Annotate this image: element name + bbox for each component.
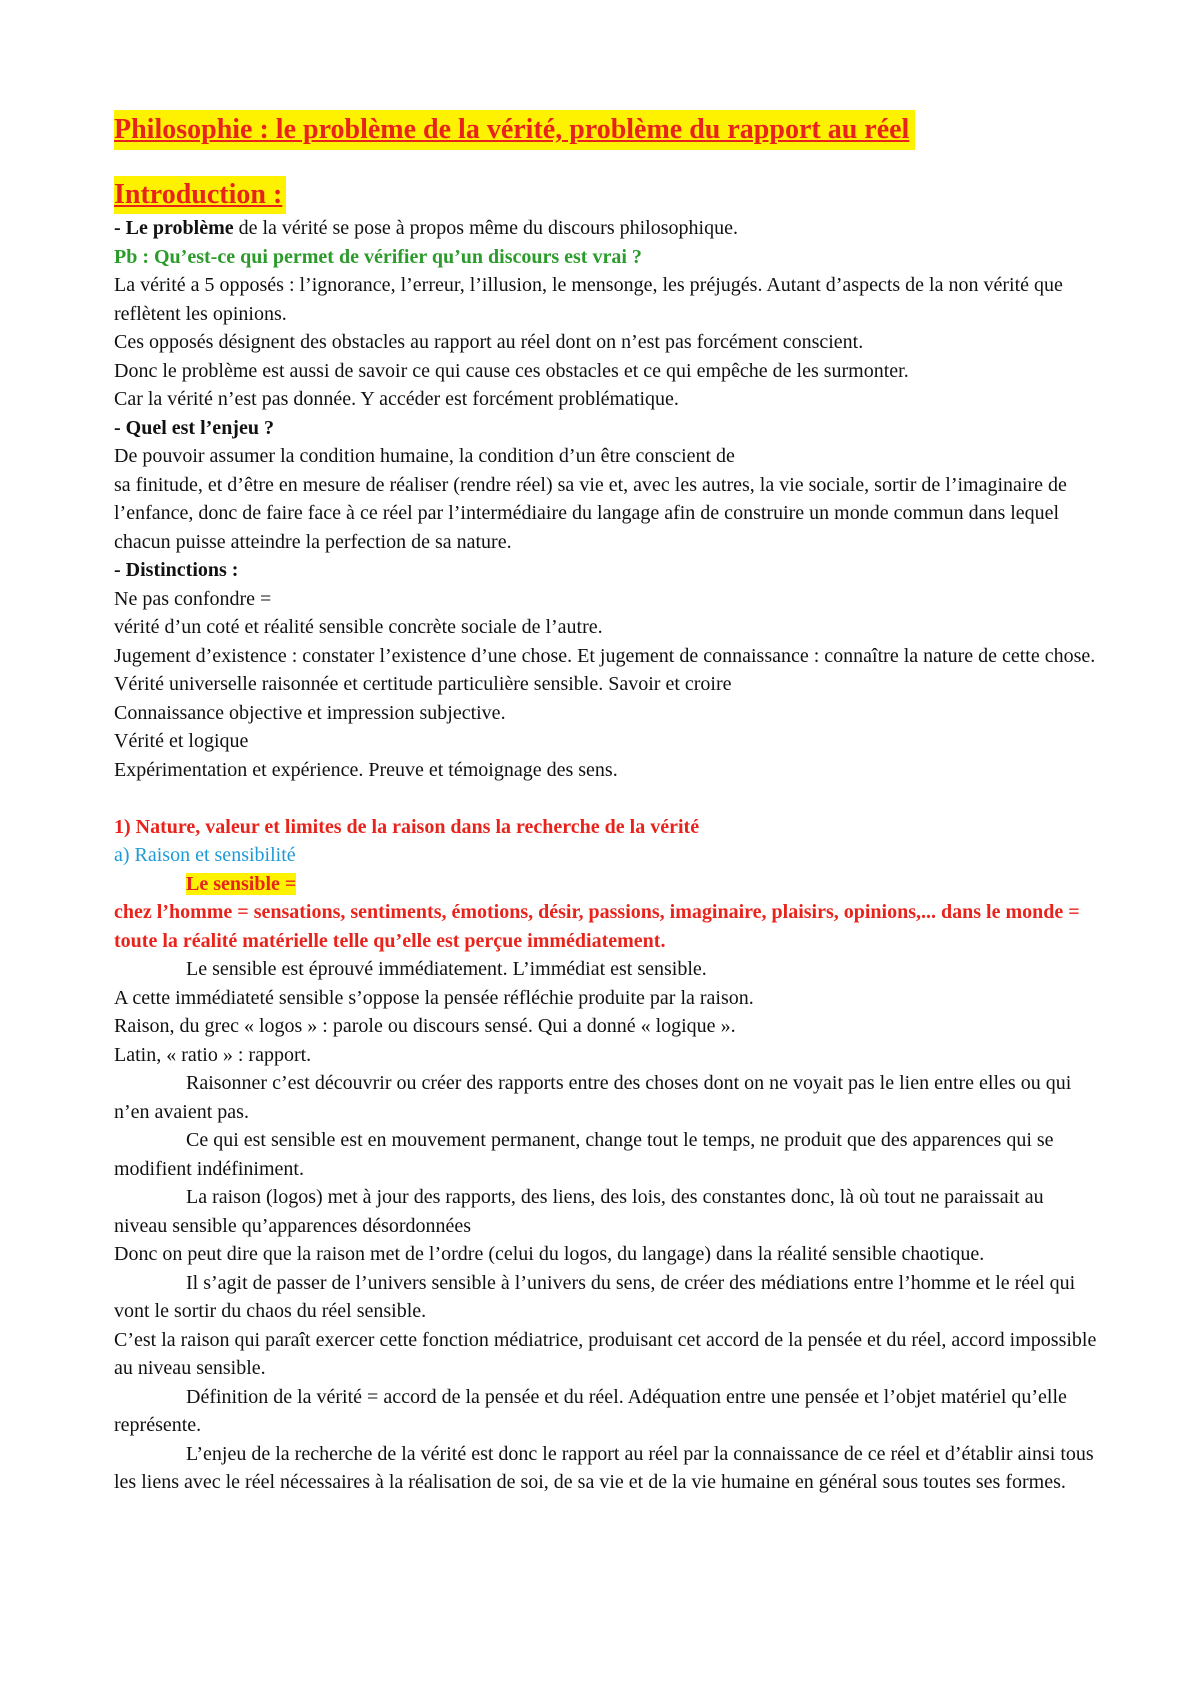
enjeu-line-1: De pouvoir assumer la condition humaine, la condition d’un être conscient de [114,445,735,467]
probleme-paragraph [114,214,1100,243]
distinction-1: Ne pas confondre = [114,587,272,610]
enjeu-recherche-paragraph: L’enjeu de la recherche de la vérité est donc le rapport au réel par la connaissance de ce réel et d’établir ainsi tous les liens avec le réel nécessaires à la réalisation de soi, de sa vie et de la vie humaine en général sous toutes ses formes. [114,1442,1094,1493]
sensible-paragraph-2: A cette immédiateté sensible s’oppose la pensée réfléchie produite par la raison. [114,986,754,1009]
distinction-7: Expérimentation et expérience. Preuve et témoignage des sens. [114,758,618,781]
sensible-label: Le sensible = [186,872,297,895]
intro-paragraph-1: La vérité a 5 opposés : l’ignorance, l’erreur, l’illusion, le mensonge, les préjugés. Autant d’aspects de la non vérité que reflètent les opinions. [114,274,1063,325]
section-1-heading: 1) Nature, valeur et limites de la raison dans la recherche de la vérité [114,815,700,838]
enjeu-line-2: sa finitude, et d’être en mesure de réaliser (rendre réel) sa vie et, avec les autres, la vie sociale, sortir de l’imaginaire de l’enfance, donc de faire face à ce réel par l’intermédiaire du langage afin de construire un monde commun dans lequel chacun puisse atteindre la perfection de sa nature. [114,473,1067,553]
sensible-paragraph-4: Latin, « ratio » : rapport. [114,1043,312,1066]
sensible-paragraph-6: Ce qui est sensible est en mouvement permanent, change tout le temps, ne produit que des apparences qui se modifient indéfiniment. [114,1129,1054,1180]
page-title: Philosophie : le problème de la vérité, problème du rapport au réel [114,110,915,150]
probleme-label: - Le problème [114,217,234,239]
definition-verite-paragraph: Définition de la vérité = accord de la pensée et du réel. Adéquation entre une pensée et l’objet matériel qu’elle représente. [114,1385,1067,1436]
sensible-paragraph-9: Il s’agit de passer de l’univers sensible à l’univers du sens, de créer des médiations entre l’homme et le réel qui vont le sortir du chaos du réel sensible. [114,1271,1076,1322]
sensible-definition: chez l’homme = sensations, sentiments, émotions, désir, passions, imaginaire, plaisirs, opinions,... dans le monde = toute la réalité matérielle telle qu’elle est perçue immédiatement. [114,901,1080,952]
sensible-heading-line [114,870,1100,899]
distinction-6: Vérité et logique [114,730,249,752]
sensible-paragraph-1: Le sensible est éprouvé immédiatement. L’immédiat est sensible. [186,958,707,980]
spacer [114,784,1100,813]
document-body [114,110,1100,1497]
intro-paragraph-2: Ces opposés désignent des obstacles au rapport au réel dont on n’est pas forcément conscient. [114,331,864,353]
distinction-2: vérité d’un coté et réalité sensible concrète sociale de l’autre. [114,616,603,638]
sensible-paragraph-10: C’est la raison qui paraît exercer cette fonction médiatrice, produisant cet accord de la pensée et du réel, accord impossible au niveau sensible. [114,1328,1097,1379]
distinctions-label: - Distinctions : [114,559,239,581]
sensible-paragraph-8: Donc on peut dire que la raison met de l’ordre (celui du logos, du langage) dans la réalité sensible chaotique. [114,1243,985,1265]
problem-question: Pb : Qu’est-ce qui permet de vérifier qu’un discours est vrai ? [114,245,642,268]
distinction-5: Connaissance objective et impression subjective. [114,701,506,724]
intro-paragraph-4: Car la vérité n’est pas donnée. Y accéder est forcément problématique. [114,388,679,410]
introduction-heading: Introduction : [114,176,286,214]
distinction-3: Jugement d’existence : constater l’existence d’une chose. Et jugement de connaissance : connaître la nature de cette chose. [114,644,1096,667]
probleme-text: de la vérité se pose à propos même du discours philosophique. [233,217,738,239]
intro-paragraph-3: Donc le problème est aussi de savoir ce qui cause ces obstacles et ce qui empêche de les surmonter. [114,359,909,382]
section-1a-subheading: a) Raison et sensibilité [114,844,296,866]
sensible-paragraph-5: Raisonner c’est découvrir ou créer des rapports entre des choses dont on ne voyait pas le lien entre elles ou qui n’en avaient pas. [114,1072,1072,1123]
sensible-paragraph-3: Raison, du grec « logos » : parole ou discours sensé. Qui a donné « logique ». [114,1015,736,1037]
sensible-paragraph-7: La raison (logos) met à jour des rapports, des liens, des lois, des constantes donc, là où tout ne paraissait au niveau sensible qu’apparences désordonnées [114,1186,1044,1237]
enjeu-label: - Quel est l’enjeu ? [114,416,274,439]
distinction-4: Vérité universelle raisonnée et certitude particulière sensible. Savoir et croire [114,673,732,695]
